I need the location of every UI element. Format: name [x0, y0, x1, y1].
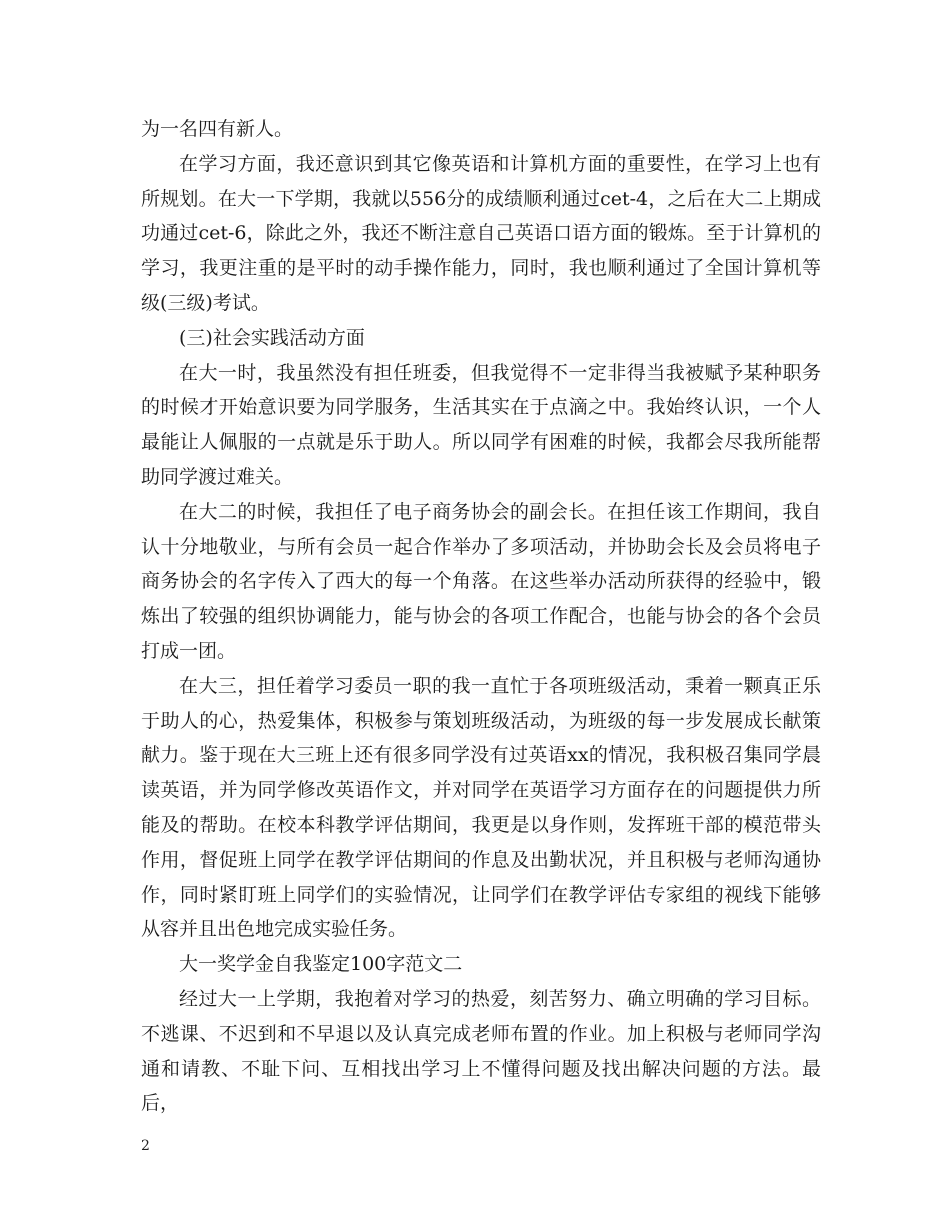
section-heading-social-practice: (三)社会实践活动方面 — [179, 326, 365, 349]
paragraph-freshman-year: 在大一时，我虽然没有担任班委，但我觉得不一定非得当我被赋予某种职务的时候才开始意识要为同学服务，生活其实在于点滴之中。我始终认识，一个人最能让人佩服的一点就是乐于助人。所以同学有困难的时候，我都会尽我所能帮助同学渡过难关。 — [141, 361, 821, 488]
paragraph-continuation: 为一名四有新人。 — [141, 118, 294, 140]
paragraph-junior-year: 在大三，担任着学习委员一职的我一直忙于各项班级活动，秉着一颗真正乐于助人的心，热爱集体，积极参与策划班级活动，为班级的每一步发展成长献策献力。鉴于现在大三班上还有很多同学没有过英语xx的情况，我积极召集同学晨读英语，并为同学修改英语作文，并对同学在英语学习方面存在的问题提供力所能及的帮助。在校本科教学评估期间，我更是以身作则，发挥班干部的模范带头作用，督促班上同学在教学评估期间的作息及出勤状况，并且积极与老师沟通协作，同时紧盯班上同学们的实验情况，让同学们在教学评估专家组的视线下能够从容并且出色地完成实验任务。 — [141, 674, 821, 941]
section-heading-sample-two: 大一奖学金自我鉴定100字范文二 — [179, 953, 463, 976]
paragraph-sophomore-year: 在大二的时候，我担任了电子商务协会的副会长。在担任该工作期间，我自认十分地敬业，与所有会员一起合作举办了多项活动，并协助会长及会员将电子商务协会的名字传入了西大的每一个角落。在这些举办活动所获得的经验中，锻炼出了较强的组织协调能力，能与协会的各项工作配合，也能与协会的各个会员打成一团。 — [141, 500, 821, 662]
paragraph-study-english-computer: 在学习方面，我还意识到其它像英语和计算机方面的重要性，在学习上也有所规划。在大一下学期，我就以556分的成绩顺利通过cet-4，之后在大二上期成功通过cet-6，除此之外，我还不断注意自己英语口语方面的锻炼。至于计算机的学习，我更注重的是平时的动手操作能力，同时，我也顺利通过了全国计算机等级(三级)考试。 — [141, 152, 821, 314]
paragraph-sample-two-body: 经过大一上学期，我抱着对学习的热爱，刻苦努力、确立明确的学习目标。不逃课、不迟到和不早退以及认真完成老师布置的作业。加上积极与老师同学沟通和请教、不耻下问、互相找出学习上不懂得问题及找出解决问题的方法。最后， — [141, 987, 821, 1115]
document-body — [141, 112, 821, 1121]
page-number: 2 — [141, 1138, 150, 1154]
